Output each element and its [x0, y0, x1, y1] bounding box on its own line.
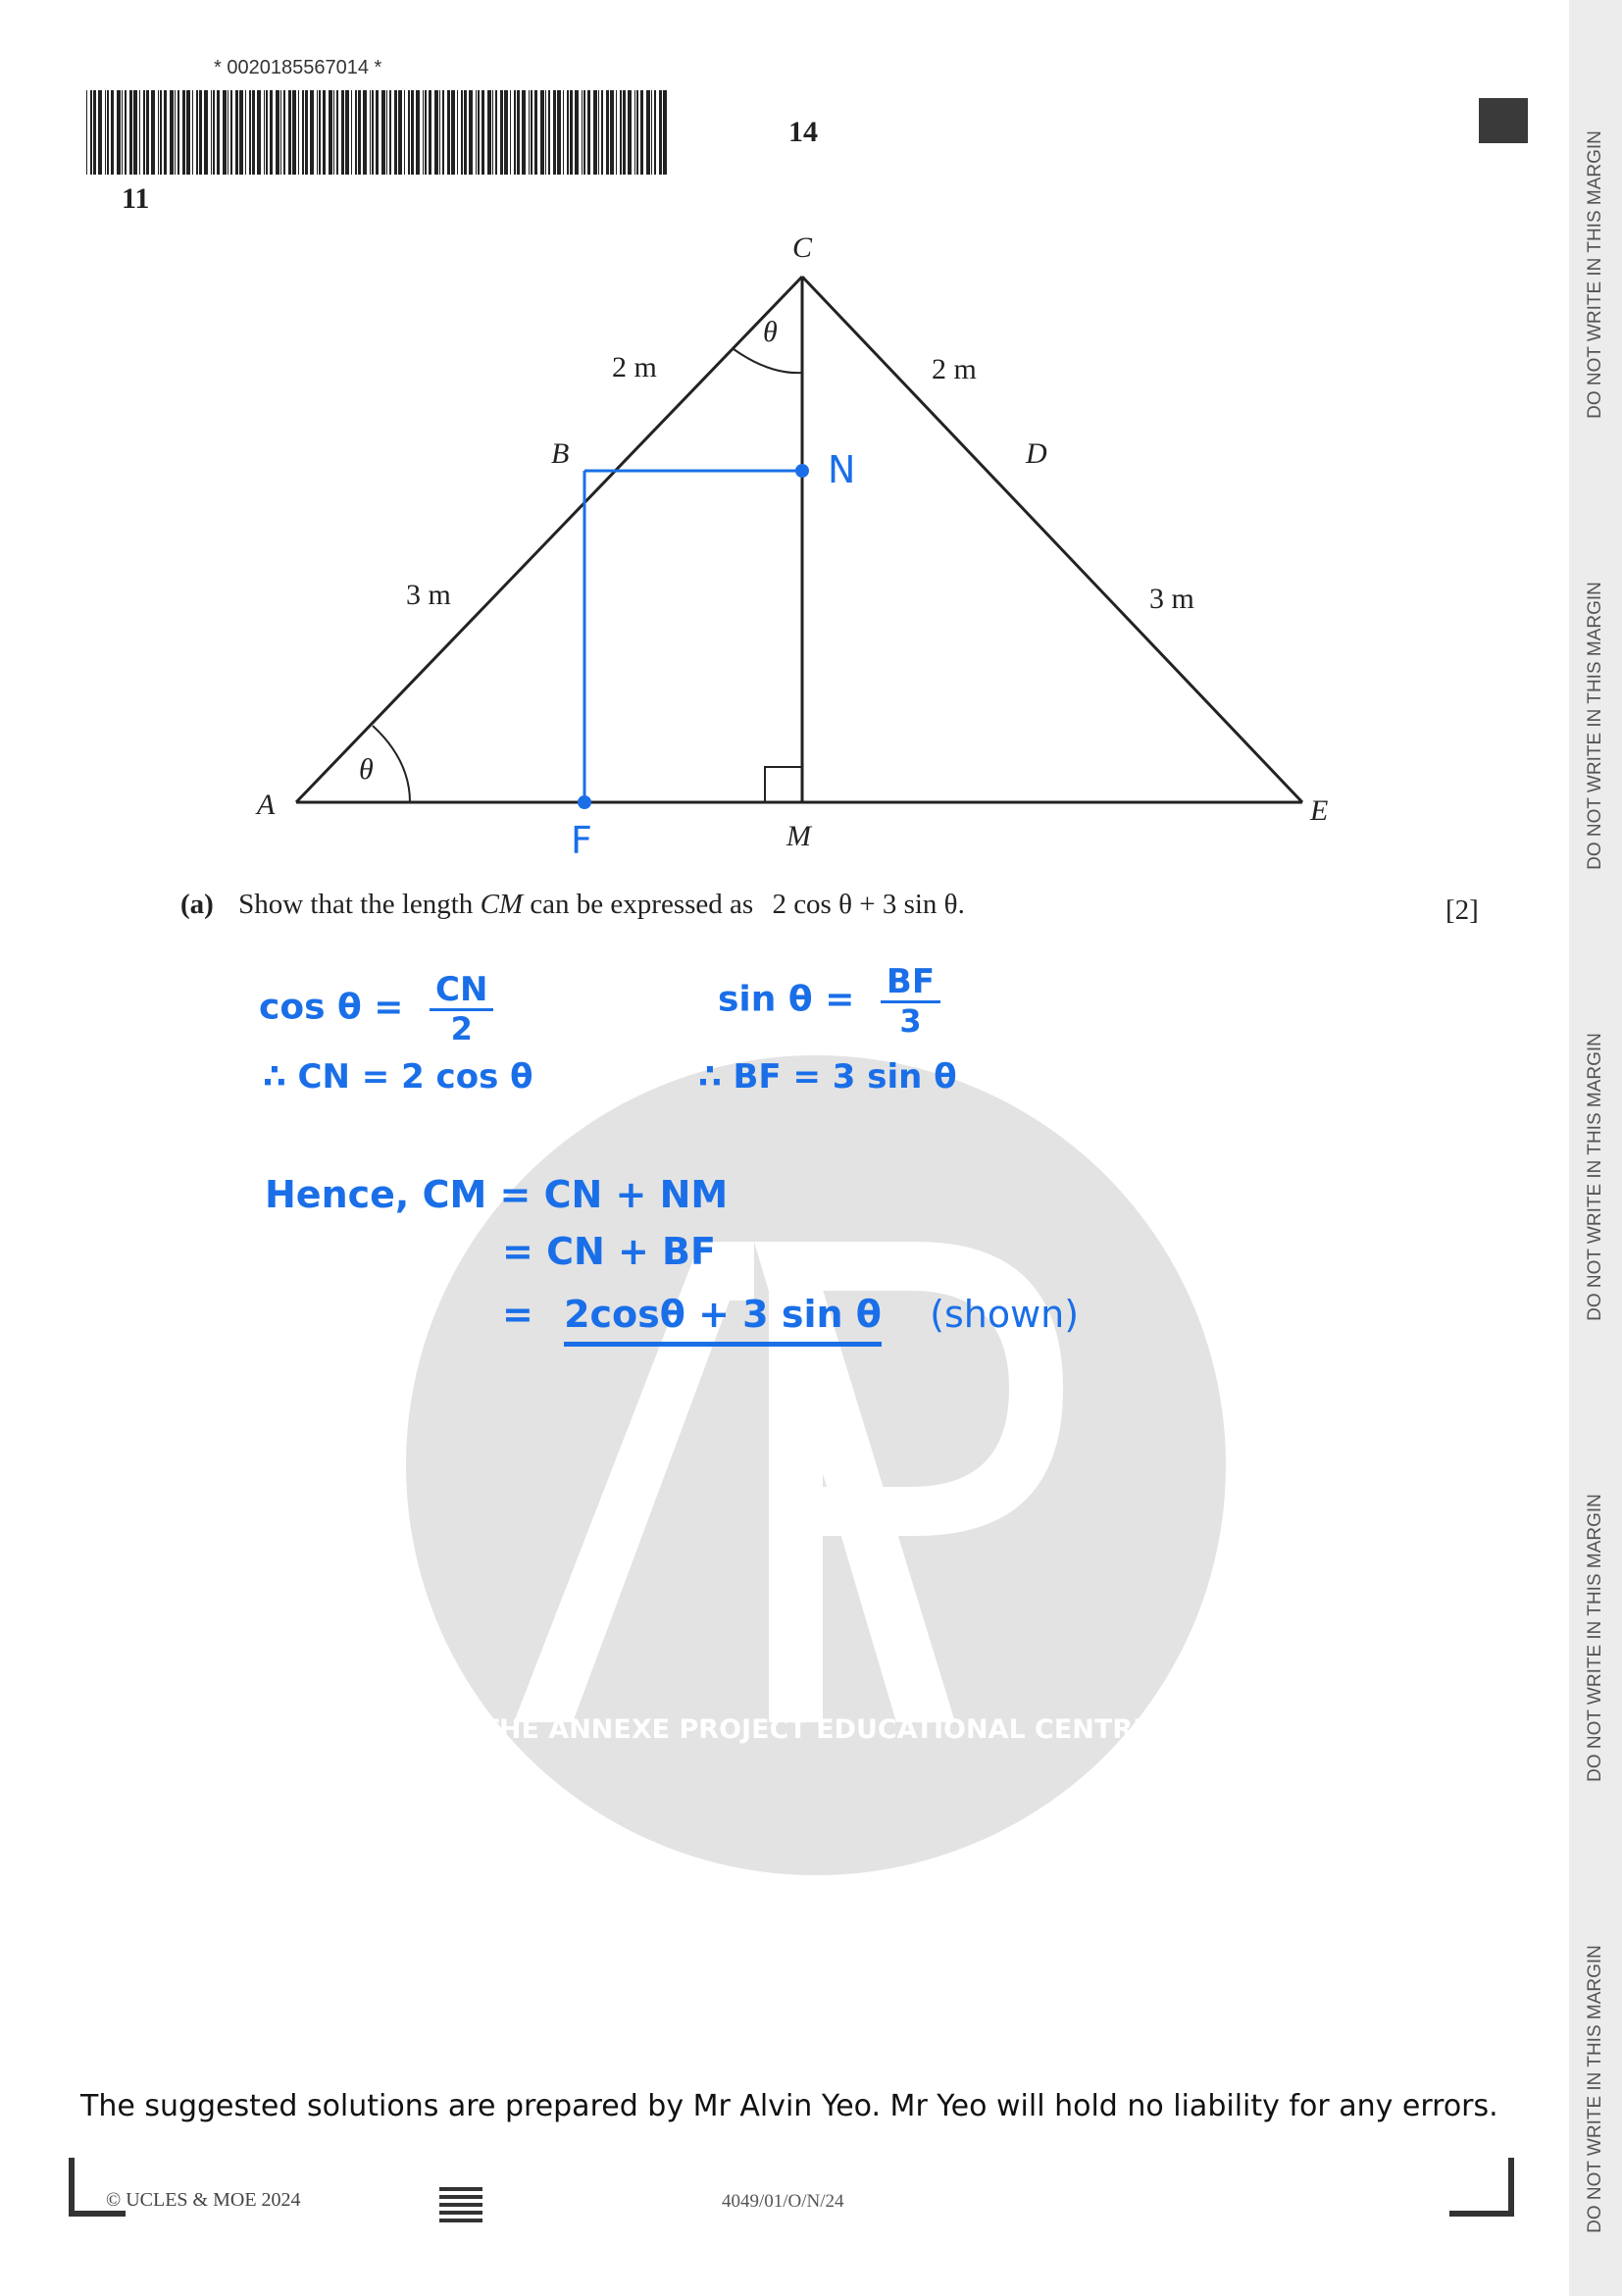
disclaimer-text: The suggested solutions are prepared by Mr Alvin Yeo. Mr Yeo will hold no liability for any errors. [80, 2089, 1498, 2123]
label-E: E [1310, 794, 1329, 827]
length-DE: 3 m [1149, 583, 1194, 615]
question-part-a [180, 889, 965, 921]
cos-numerator: CN [430, 971, 493, 1011]
paper-code: 4049/01/O/N/24 [722, 2191, 844, 2212]
cos-denominator: 2 [450, 1010, 473, 1047]
shown-note: (shown) [930, 1293, 1080, 1336]
sin-lhs: sin θ = [718, 979, 855, 1020]
margin-warning: DO NOT WRITE IN THIS MARGIN [1585, 130, 1605, 419]
bf-result: ∴ BF = 3 sin θ [698, 1057, 957, 1097]
line-AC [296, 277, 802, 802]
sin-fraction [881, 963, 940, 1039]
margin-warning: DO NOT WRITE IN THIS MARGIN [1585, 1033, 1605, 1321]
watermark-caption: THE ANNEXE PROJECT EDUCATIONAL CENTRE [481, 1714, 1151, 1745]
margin-warning: DO NOT WRITE IN THIS MARGIN [1585, 1494, 1605, 1782]
derivation-line-1: Hence, CM = CN + NM [265, 1173, 729, 1216]
marks-allocation: [2] [1445, 894, 1479, 926]
corner-bracket-right [1449, 2158, 1514, 2217]
label-B: B [551, 437, 570, 470]
angle-arc-A [373, 726, 410, 802]
length-CD: 2 m [932, 353, 977, 385]
angle-label-A: θ [359, 753, 374, 786]
sin-denominator: 3 [899, 1002, 922, 1040]
cos-fraction [430, 971, 493, 1046]
point-N-dot [795, 464, 809, 478]
line-CE [802, 277, 1302, 802]
cos-equation [259, 971, 493, 1046]
question-variable: CM [480, 889, 524, 920]
margin-warning: DO NOT WRITE IN THIS MARGIN [1585, 582, 1605, 870]
label-M: M [786, 820, 811, 852]
cn-result: ∴ CN = 2 cos θ [263, 1057, 533, 1097]
label-D: D [1026, 437, 1047, 470]
length-CB: 2 m [612, 351, 657, 383]
question-text: can be expressed as [523, 889, 761, 920]
label-N: N [828, 448, 856, 491]
derivation-line-3 [502, 1293, 1079, 1347]
point-F-dot [578, 795, 591, 809]
equals-sign: = [502, 1293, 533, 1336]
label-A: A [257, 789, 276, 821]
question-expression: 2 cos θ + 3 sin θ. [772, 889, 965, 920]
qr-code-icon [439, 2183, 484, 2222]
margin-warning: DO NOT WRITE IN THIS MARGIN [1585, 1945, 1605, 2233]
right-angle-mark [765, 767, 802, 802]
triangle-diagram [0, 0, 1622, 883]
copyright: © UCLES & MOE 2024 [106, 2189, 301, 2211]
barcode-number: * 0020185567014 * [214, 57, 382, 78]
cos-lhs: cos θ = [259, 987, 404, 1028]
label-C: C [792, 231, 813, 264]
sin-equation [718, 963, 940, 1039]
question-number: 11 [122, 182, 150, 215]
label-F: F [571, 819, 592, 862]
angle-label-C: θ [763, 316, 778, 348]
question-text: Show that the length [238, 889, 481, 920]
part-label: (a) [180, 889, 214, 920]
angle-arc-C [734, 349, 802, 373]
sin-numerator: BF [881, 963, 940, 1003]
length-BA: 3 m [406, 579, 451, 611]
final-expression: 2cosθ + 3 sin θ [564, 1293, 882, 1347]
derivation-line-2: = CN + BF [502, 1230, 716, 1273]
page-number: 14 [788, 116, 818, 148]
